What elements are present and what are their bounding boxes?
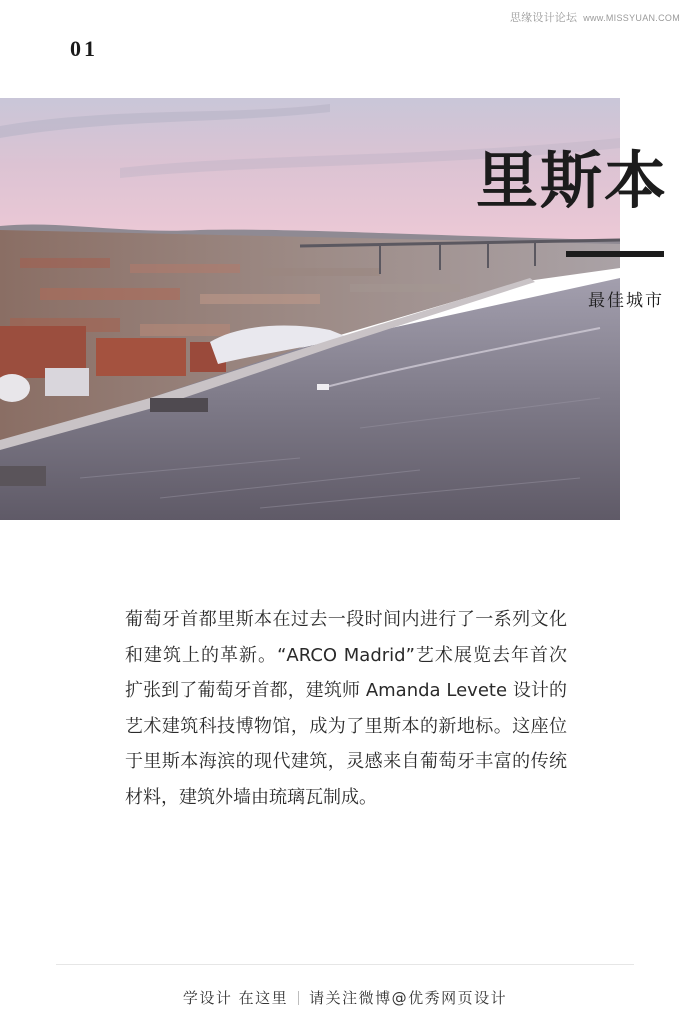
- article-body: 葡萄牙首都里斯本在过去一段时间内进行了一系列文化和建筑上的革新。“ARCO Madrid”艺术展览去年首次扩张到了葡萄牙首都，建筑师 Amanda Levete 设计的艺术建筑科技博物馆，成为了里斯本的新地标。这座位于里斯本海滨的现代建筑，灵感来自葡萄牙丰富的传统材料，建筑外墙由琉璃瓦制成。: [125, 609, 567, 808]
- page-number: 01: [70, 36, 98, 61]
- watermark: [510, 9, 680, 25]
- footer-divider: [56, 964, 634, 965]
- footer-slogan: 学设计 在这里: [182, 989, 289, 1007]
- footer: [0, 987, 690, 1008]
- footer-follow-text: 请关注微博@优秀网页设计: [309, 989, 508, 1007]
- city-title: 里斯本: [475, 144, 668, 217]
- footer-separator: [298, 991, 299, 1005]
- watermark-site: www.MISSYUAN.COM: [583, 13, 680, 23]
- title-rule: [566, 251, 664, 257]
- city-subtitle: 最佳城市: [588, 291, 664, 311]
- watermark-name: 思缘设计论坛: [509, 12, 578, 24]
